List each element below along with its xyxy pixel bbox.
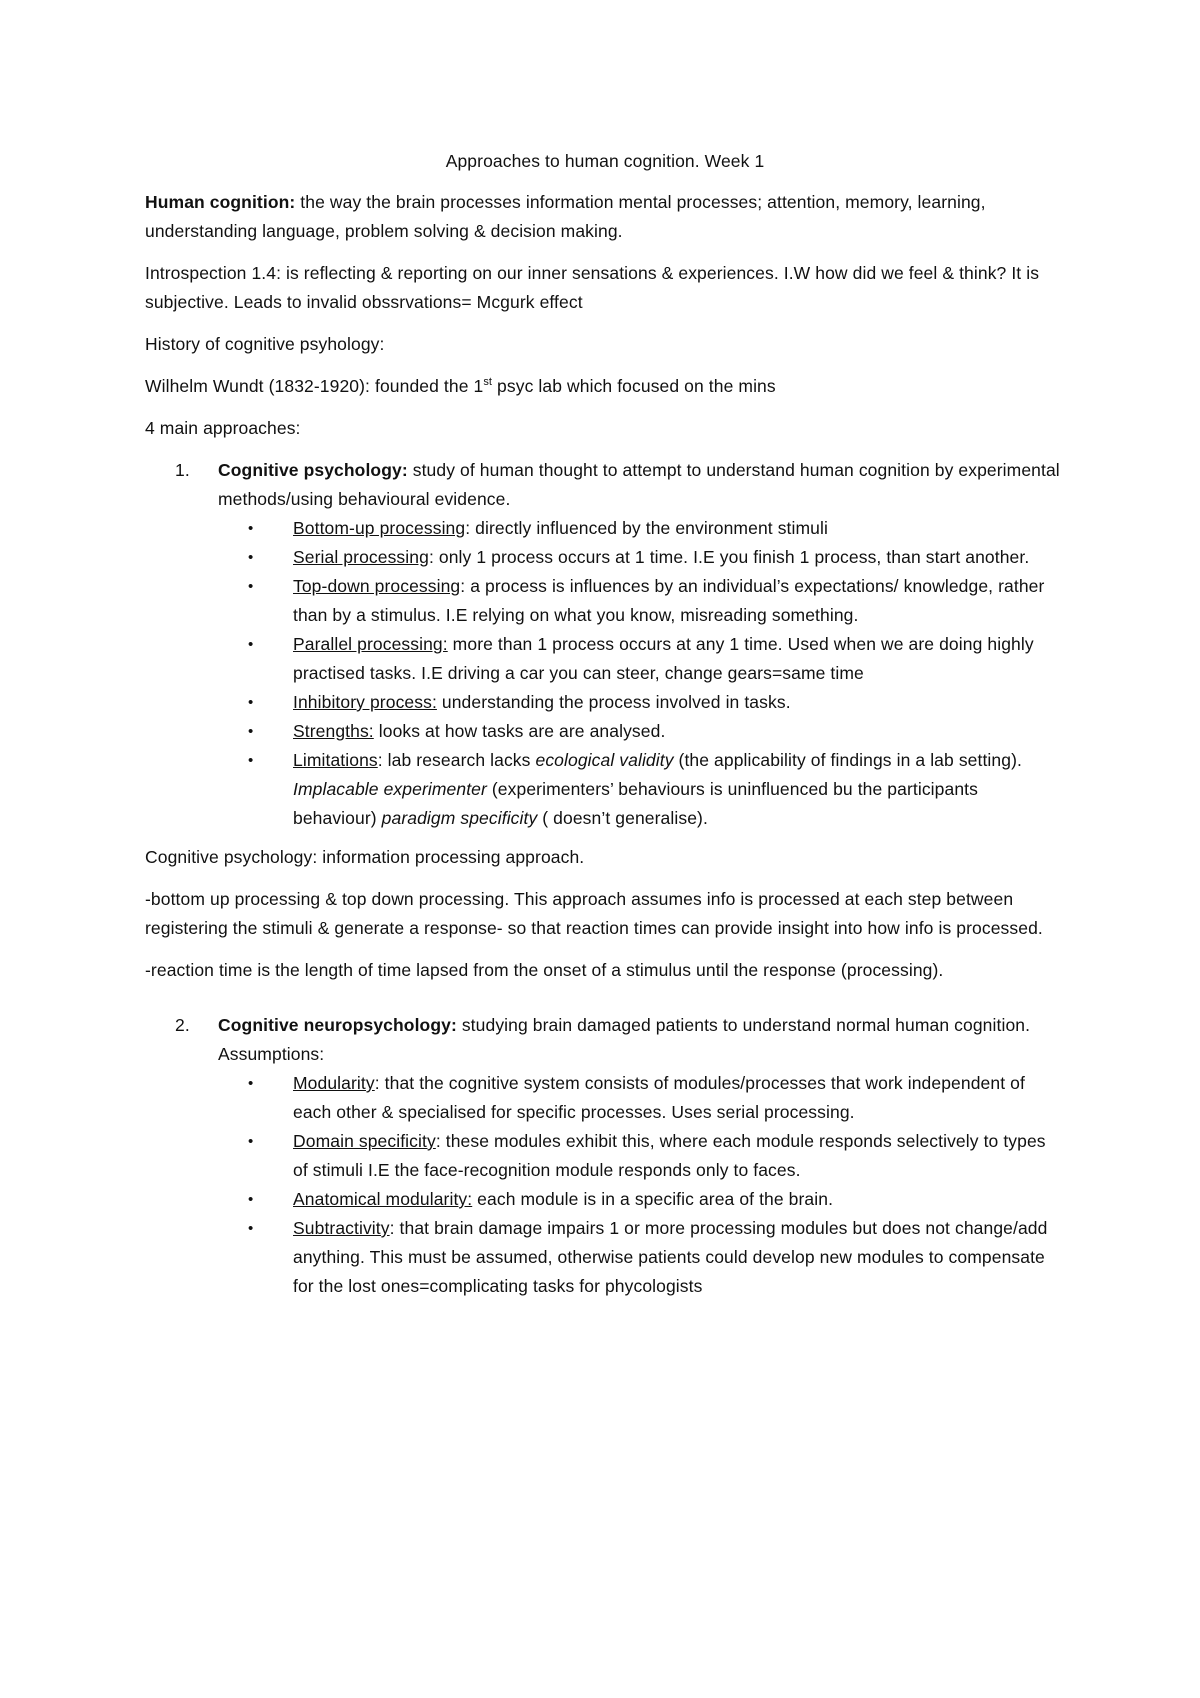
bullet-term: Top-down processing	[293, 576, 461, 596]
bullet-term: Domain specificity	[293, 1131, 436, 1151]
bullet-text: : directly influenced by the environment stimuli	[465, 518, 828, 538]
bottom-up-paragraph: -bottom up processing & top down processing. This approach assumes info is processed at each step between registering the stimuli & generate a response- so that reaction times can provide insight into how info is processed.	[145, 889, 1043, 938]
bullet-icon: •	[248, 520, 254, 537]
list-item	[145, 543, 1065, 572]
italic-term: paradigm specificity	[381, 808, 538, 828]
bullet-term: Serial processing	[293, 547, 429, 567]
bullet-icon: •	[248, 578, 254, 595]
bullet-term: Parallel processing:	[293, 634, 448, 654]
list-item	[145, 514, 1065, 543]
list-item	[145, 1069, 1065, 1127]
bullet-term: Modularity	[293, 1073, 375, 1093]
list-item	[145, 572, 1065, 630]
bullet-icon: •	[248, 694, 254, 711]
section-text: study of human thought to attempt to understand human cognition by experimental methods/using behavioural evidence.	[218, 460, 1060, 509]
list-item	[145, 717, 1065, 746]
list-item	[145, 1185, 1065, 1214]
bullet-term: Anatomical modularity:	[293, 1189, 473, 1209]
bullet-icon: •	[248, 1220, 254, 1237]
bullet-text: : that the cognitive system consists of modules/processes that work independent of each other & specialised for specific processes. Uses serial processing.	[293, 1073, 1025, 1122]
list-item	[145, 746, 1065, 833]
bullet-text: (experimenters’ behaviours is uninfluenced bu the participants behaviour)	[293, 779, 978, 828]
item-number: 1.	[175, 460, 190, 480]
bullet-text: : that brain damage impairs 1 or more processing modules but does not change/add anything. This must be assumed, otherwise patients could develop new modules to compensate for the lost ones=complicating tasks for phycologists	[293, 1218, 1048, 1296]
bullet-text: understanding the process involved in tasks.	[436, 692, 791, 712]
bullet-icon: •	[248, 1075, 254, 1092]
human-cognition-text: the way the brain processes information mental processes; attention, memory, learning, understanding language, problem solving & decision making.	[145, 192, 986, 241]
bullet-term: Limitations	[293, 750, 378, 770]
bullet-text: each module is in a specific area of the brain.	[472, 1189, 834, 1209]
bullet-term: Strengths:	[293, 721, 374, 741]
item-number: 2.	[175, 1015, 190, 1035]
wundt-paragraph	[145, 372, 1065, 401]
section-term: Cognitive neuropsychology:	[218, 1015, 457, 1035]
list-item	[145, 1127, 1065, 1185]
bullet-icon: •	[248, 636, 254, 653]
section-text: studying brain damaged patients to understand normal human cognition. Assumptions:	[218, 1015, 1031, 1064]
wundt-text-after: psyc lab which focused on the mins	[492, 376, 776, 396]
document-title: Approaches to human cognition. Week 1	[445, 151, 765, 171]
bullet-term: Subtractivity	[293, 1218, 390, 1238]
info-processing-heading: Cognitive psychology: information processing approach.	[145, 847, 585, 867]
bullet-list-cognitive-neuropsychology	[145, 1069, 1065, 1301]
bullet-text: : lab research lacks	[377, 750, 536, 770]
numbered-item-cognitive-neuropsychology	[145, 1011, 1065, 1069]
bullet-icon: •	[248, 1191, 254, 1208]
bullet-text: looks at how tasks are are analysed.	[373, 721, 666, 741]
italic-term: ecological validity	[535, 750, 674, 770]
human-cognition-paragraph	[145, 188, 1065, 246]
bullet-text: : only 1 process occurs at 1 time. I.E you finish 1 process, than start another.	[428, 547, 1030, 567]
bullet-icon: •	[248, 549, 254, 566]
bullet-text: : a process is influences by an individual’s expectations/ knowledge, rather than by a stimulus. I.E relying on what you know, misreading something.	[293, 576, 1045, 625]
reaction-time-paragraph: -reaction time is the length of time lapsed from the onset of a stimulus until the response (processing).	[145, 960, 944, 980]
bullet-text: : these modules exhibit this, where each module responds selectively to types of stimuli I.E the face-recognition module responds only to faces.	[293, 1131, 1046, 1180]
introspection-paragraph: Introspection 1.4: is reflecting & reporting on our inner sensations & experiences. I.W how did we feel & think? It is subjective. Leads to invalid obssrvations= Mcgurk effect	[145, 263, 1040, 312]
wundt-superscript: st	[483, 376, 493, 389]
approaches-heading: 4 main approaches:	[145, 418, 301, 438]
bullet-list-cognitive-psychology	[145, 514, 1065, 833]
list-item	[145, 688, 1065, 717]
document-body	[145, 147, 1065, 1311]
numbered-item-cognitive-psychology	[145, 456, 1065, 514]
history-heading: History of cognitive psyhology:	[145, 334, 385, 354]
section-term: Cognitive psychology:	[218, 460, 408, 480]
bullet-icon: •	[248, 723, 254, 740]
list-item	[145, 1214, 1065, 1301]
bullet-text: ( doesn’t generalise).	[537, 808, 708, 828]
wundt-text-before: Wilhelm Wundt (1832-1920): founded the 1	[145, 376, 484, 396]
list-item	[145, 630, 1065, 688]
bullet-icon: •	[248, 752, 254, 769]
italic-term: Implacable experimenter	[293, 779, 487, 799]
bullet-text: more than 1 process occurs at any 1 time. Used when we are doing highly practised tasks. I.E driving a car you can steer, change gears=same time	[293, 634, 1034, 683]
bullet-term: Inhibitory process:	[293, 692, 437, 712]
bullet-term: Bottom-up processing	[293, 518, 466, 538]
human-cognition-term: Human cognition:	[145, 192, 296, 212]
bullet-text: (the applicability of findings in a lab setting).	[673, 750, 1022, 770]
bullet-icon: •	[248, 1133, 254, 1150]
